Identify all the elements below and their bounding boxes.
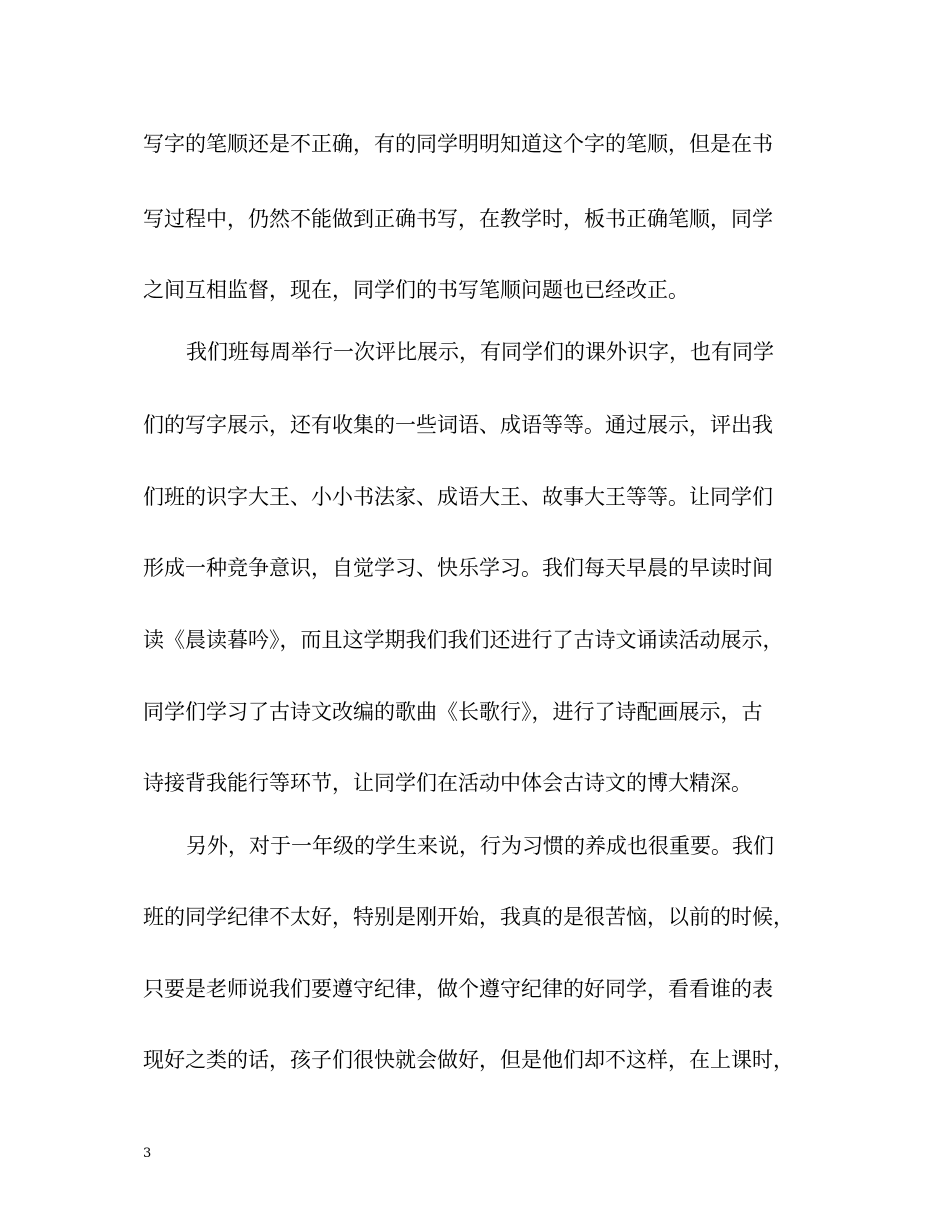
text-line: 读《晨读暮吟》，而且这学期我们我们还进行了古诗文诵读活动展示， — [143, 628, 784, 652]
text-line: 班的同学纪律不太好，特别是刚开始，我真的是很苦恼，以前的时候， — [143, 905, 794, 929]
text-line: 写过程中，仍然不能做到正确书写，在教学时，板书正确笔顺，同学 — [143, 207, 773, 231]
paragraph-start-line: 我们班每周举行一次评比展示，有同学们的课外识字，也有同学 — [186, 340, 774, 364]
text-line: 形成一种竞争意识，自觉学习、快乐学习。我们每天早晨的早读时间 — [143, 556, 773, 580]
text-line: 之间互相监督，现在，同学们的书写笔顺问题也已经改正。 — [143, 278, 689, 302]
text-line: 写字的笔顺还是不正确，有的同学明明知道这个字的笔顺，但是在书 — [143, 132, 773, 156]
paragraph-start-line: 另外，对于一年级的学生来说，行为习惯的养成也很重要。我们 — [186, 834, 774, 858]
text-line: 们的写字展示，还有收集的一些词语、成语等等。通过展示，评出我 — [143, 413, 773, 437]
text-line: 只要是老师说我们要遵守纪律，做个遵守纪律的好同学，看看谁的表 — [143, 977, 773, 1001]
text-line: 现好之类的话，孩子们很快就会做好，但是他们却不这样，在上课时， — [143, 1048, 794, 1072]
text-line: 同学们学习了古诗文改编的歌曲《长歌行》，进行了诗配画展示，古 — [143, 700, 763, 724]
text-line: 诗接背我能行等环节，让同学们在活动中体会古诗文的博大精深。 — [143, 771, 752, 795]
page-number: 3 — [143, 1146, 152, 1161]
text-line: 们班的识字大王、小小书法家、成语大王、故事大王等等。让同学们 — [143, 485, 773, 509]
